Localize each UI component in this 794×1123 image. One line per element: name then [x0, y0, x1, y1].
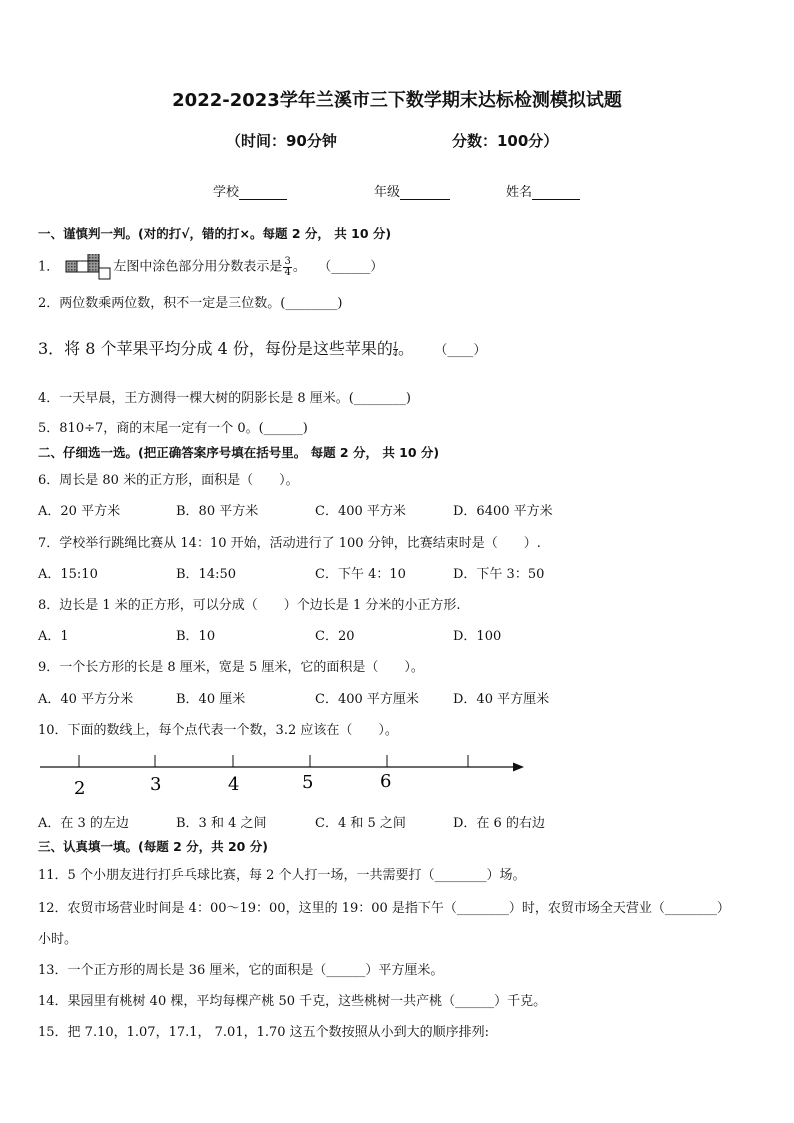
q8-option-d[interactable]: D．100 [453, 629, 502, 644]
name-blank[interactable] [532, 185, 580, 200]
q3-frac-den: 4 [392, 349, 398, 358]
q6-option-d[interactable]: D．6400 平方米 [453, 504, 553, 519]
exam-time: （时间：90分钟 [226, 132, 337, 150]
tick-label-3: 3 [150, 774, 162, 795]
question-14: 14．果园里有桃树 40 棵，平均每棵产桃 50 千克，这些桃树一共产桃（______）千克。 [38, 994, 547, 1009]
q1-number: 1． [38, 259, 60, 275]
q7-option-c[interactable]: C．下午 4：10 [315, 567, 406, 582]
question-15: 15．把 7.10，1.07，17.1， 7.01，1.70 这五个数按照从小到大的顺序排列: [38, 1025, 490, 1040]
q1-frac-num: 3 [284, 255, 291, 267]
q1-fraction [283, 257, 291, 278]
q7-option-d[interactable]: D．下午 3：50 [453, 567, 545, 582]
q8-option-c[interactable]: C．20 [315, 629, 355, 644]
q7-option-a[interactable]: A．15:10 [38, 567, 98, 582]
q3-tail: 。 [397, 339, 414, 358]
tick-label-6: 6 [380, 771, 392, 792]
q10-option-d[interactable]: D．在 6 的右边 [453, 816, 545, 831]
exam-score: 分数：100分） [452, 132, 559, 150]
number-line-arrow [513, 763, 524, 772]
section3-heading: 三、认真填一填。(每题 2 分，共 20 分) [38, 839, 268, 854]
q10-option-a[interactable]: A．在 3 的左边 [38, 816, 129, 831]
question-1 [38, 254, 383, 280]
question-9: 9．一个长方形的长是 8 厘米，宽是 5 厘米，它的面积是（ ）。 [38, 660, 424, 675]
q10-option-b[interactable]: B．3 和 4 之间 [176, 816, 267, 831]
school-blank[interactable] [239, 185, 287, 200]
q1-frac-den: 4 [284, 266, 291, 278]
question-2: 2．两位数乘两位数，积不一定是三位数。(________) [38, 296, 343, 311]
question-12: 12．农贸市场营业时间是 4：00～19：00，这里的 19：00 是指下午（________）时，农贸市场全天营业（________） [38, 901, 730, 916]
question-8: 8．边长是 1 米的正方形，可以分成（ ）个边长是 1 分米的小正方形. [38, 598, 461, 613]
school-field[interactable] [213, 181, 287, 200]
grade-blank[interactable] [400, 185, 450, 200]
q8-option-a[interactable]: A．1 [38, 629, 69, 644]
q7-option-b[interactable]: B．14:50 [176, 567, 237, 582]
q6-option-b[interactable]: B．80 平方米 [176, 504, 259, 519]
q3-answer-blank[interactable]: （____） [434, 343, 487, 358]
q6-option-a[interactable]: A．20 平方米 [38, 504, 121, 519]
q3-frac-num: 1 [392, 341, 398, 350]
tick-label-2: 2 [74, 778, 86, 799]
question-7: 7．学校举行跳绳比赛从 14：10 开始，活动进行了 100 分钟，比赛结束时是（ ）. [38, 536, 541, 551]
q9-option-a[interactable]: A．40 平方分米 [38, 692, 134, 707]
question-11: 11．5 个小朋友进行打乒乓球比赛，每 2 个人打一场，一共需要打（________）场。 [38, 868, 526, 883]
q8-option-b[interactable]: B．10 [176, 629, 216, 644]
section1-heading: 一、谨慎判一判。(对的打√，错的打×。每题 2 分， 共 10 分) [38, 226, 392, 241]
question-3 [38, 336, 486, 359]
q1-tail: 。 [292, 259, 306, 275]
shaded-squares-figure [65, 254, 111, 280]
q9-option-b[interactable]: B．40 厘米 [176, 692, 246, 707]
question-4: 4．一天早晨，王方测得一棵大树的阴影长是 8 厘米。(________) [38, 391, 411, 406]
grade-label: 年级 [374, 185, 401, 200]
grade-field[interactable] [374, 181, 450, 200]
tick-label-5: 5 [302, 772, 314, 793]
tick-label-4: 4 [228, 774, 240, 795]
q3-text: 3．将 8 个苹果平均分成 4 份，每份是这些苹果的 [38, 339, 393, 358]
q9-option-d[interactable]: D．40 平方厘米 [453, 692, 550, 707]
question-6: 6．周长是 80 米的正方形，面积是（ ）。 [38, 473, 299, 488]
q10-option-c[interactable]: C．4 和 5 之间 [315, 816, 406, 831]
question-13: 13．一个正方形的周长是 36 厘米，它的面积是（______）平方厘米。 [38, 963, 444, 978]
school-label: 学校 [213, 185, 240, 200]
name-field[interactable] [506, 181, 580, 200]
q1-text: 左图中涂色部分用分数表示是 [113, 259, 283, 275]
question-10: 10．下面的数线上，每个点代表一个数，3.2 应该在（ ）。 [38, 723, 398, 738]
number-line [0, 745, 794, 803]
q9-option-c[interactable]: C．400 平方厘米 [315, 692, 419, 707]
exam-title: 2022-2023学年兰溪市三下数学期末达标检测模拟试题 [172, 90, 622, 111]
q1-answer-blank[interactable]: （______） [318, 259, 384, 275]
question-12-cont: 小时。 [38, 932, 78, 947]
question-5: 5．810÷7，商的末尾一定有一个 0。(______) [38, 421, 308, 436]
name-label: 姓名 [506, 185, 533, 200]
q6-option-c[interactable]: C．400 平方米 [315, 504, 406, 519]
section2-heading: 二、仔细选一选。(把正确答案序号填在括号里。 每题 2 分， 共 10 分) [38, 445, 440, 460]
